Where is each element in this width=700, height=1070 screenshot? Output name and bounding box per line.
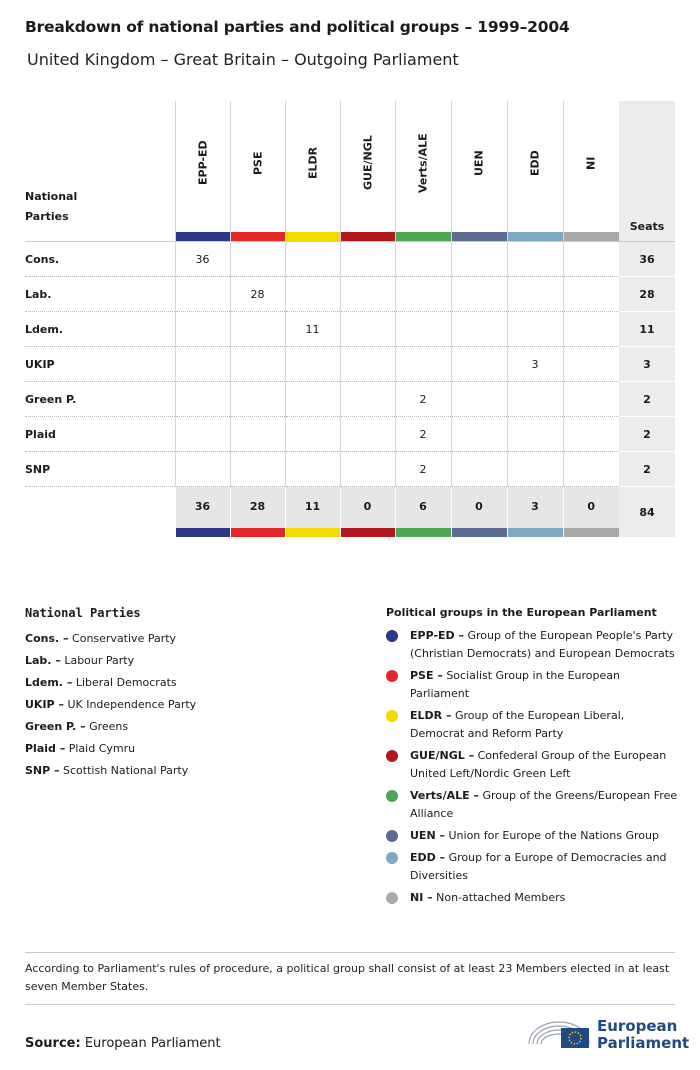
group-color-dot-icon — [386, 750, 398, 762]
national-party-item — [25, 672, 345, 694]
political-group-item — [386, 667, 678, 703]
seat-count-cell — [563, 417, 619, 452]
political-group-item — [386, 889, 678, 907]
party-name-cell: Plaid — [25, 417, 175, 452]
group-full-name: Union for Europe of the Nations Group — [448, 829, 659, 842]
group-column-header — [340, 101, 395, 242]
footnote: According to Parliament's rules of procedure, a political group shall consist of at least 23 Members elected in at least seven Member States. — [25, 962, 670, 993]
logo-line-2: Parliament — [597, 1034, 690, 1052]
seat-count-cell — [230, 417, 285, 452]
seat-count-cell — [230, 452, 285, 487]
group-color-dot-icon — [386, 790, 398, 802]
divider — [25, 1004, 675, 1005]
seat-count-cell — [340, 242, 395, 277]
group-color-dot-icon — [386, 670, 398, 682]
party-full-name: UK Independence Party — [67, 698, 197, 711]
group-total-cell — [285, 487, 340, 538]
group-code-label: GUE/NGL — [361, 135, 374, 191]
seat-count-cell — [563, 312, 619, 347]
group-color-dot-icon — [386, 892, 398, 904]
group-abbreviation: GUE/NGL – — [410, 749, 475, 762]
group-total-cell — [175, 487, 230, 538]
seat-count-cell — [395, 277, 451, 312]
group-color-bar — [341, 528, 395, 537]
page-title: Breakdown of national parties and political groups – 1999–2004 — [25, 18, 570, 36]
political-groups-heading: Political groups in the European Parliament — [386, 606, 657, 619]
seat-count-cell: 11 — [285, 312, 340, 347]
seat-count-cell — [175, 382, 230, 417]
seat-count-cell — [507, 277, 563, 312]
party-abbreviation: Green P. – — [25, 720, 86, 733]
group-color-dot-icon — [386, 630, 398, 642]
political-group-item — [386, 827, 678, 845]
group-column-header — [507, 101, 563, 242]
group-total-value: 11 — [304, 500, 321, 513]
totals-row — [25, 487, 675, 538]
party-name-cell: Lab. — [25, 277, 175, 312]
group-color-bar — [231, 528, 285, 537]
seat-count-cell — [285, 417, 340, 452]
source-label: Source: — [25, 1036, 81, 1051]
group-code-label: ELDR — [306, 146, 319, 180]
row-seats-total-cell: 3 — [619, 347, 675, 382]
seat-count-cell — [507, 312, 563, 347]
group-color-bar — [286, 232, 340, 241]
seat-count-cell — [340, 417, 395, 452]
political-group-item — [386, 849, 678, 885]
group-total-cell — [395, 487, 451, 538]
parties-column-header: National Parties — [25, 190, 78, 223]
group-column-header — [175, 101, 230, 242]
group-color-bar — [508, 528, 563, 537]
group-full-name: Group of the European Liberal, Democrat and Reform Party — [410, 709, 625, 740]
national-party-item — [25, 694, 345, 716]
seat-count-cell — [451, 277, 507, 312]
seat-breakdown-table — [25, 101, 675, 537]
seat-count-cell — [563, 242, 619, 277]
totals-row-spacer — [25, 487, 175, 538]
seat-count-cell — [175, 417, 230, 452]
group-abbreviation: EDD – — [410, 851, 446, 864]
group-total-value: 0 — [587, 500, 596, 513]
party-name-cell: Cons. — [25, 242, 175, 277]
table-row — [25, 347, 675, 382]
group-full-name: Socialist Group in the European Parliament — [410, 669, 620, 700]
political-groups-legend — [386, 606, 678, 911]
national-party-item — [25, 738, 345, 760]
group-total-cell — [451, 487, 507, 538]
seat-count-cell — [230, 242, 285, 277]
seats-column-header: Seats — [619, 101, 675, 242]
group-color-bar — [176, 232, 230, 241]
group-column-header — [230, 101, 285, 242]
seat-count-cell — [230, 312, 285, 347]
european-parliament-logo — [527, 1014, 690, 1054]
seat-count-cell — [175, 347, 230, 382]
party-abbreviation: UKIP – — [25, 698, 64, 711]
group-full-name: Non-attached Members — [436, 891, 566, 904]
national-party-item — [25, 628, 345, 650]
seat-count-cell — [395, 312, 451, 347]
seat-count-cell — [285, 347, 340, 382]
party-abbreviation: SNP – — [25, 764, 60, 777]
row-seats-total-cell: 2 — [619, 382, 675, 417]
national-party-item — [25, 650, 345, 672]
group-total-cell — [563, 487, 619, 538]
group-full-name: Group of the European People's Party (Christian Democrats) and European Democrats — [410, 629, 675, 660]
group-total-value: 0 — [363, 500, 372, 513]
group-column-header — [285, 101, 340, 242]
seat-count-cell — [340, 452, 395, 487]
group-abbreviation: ELDR – — [410, 709, 452, 722]
seat-count-cell — [563, 452, 619, 487]
seat-count-cell: 28 — [230, 277, 285, 312]
group-code-label: PSE — [251, 151, 264, 175]
group-color-bar — [396, 528, 451, 537]
party-full-name: Labour Party — [64, 654, 135, 667]
source-value: European Parliament — [84, 1036, 221, 1051]
parliament-hemicycle-icon — [527, 1014, 591, 1050]
national-parties-heading: National Parties — [25, 606, 141, 620]
row-seats-total-cell: 2 — [619, 452, 675, 487]
party-full-name: Plaid Cymru — [68, 742, 136, 755]
seat-count-cell — [451, 452, 507, 487]
seat-count-cell — [507, 242, 563, 277]
seat-count-cell — [340, 382, 395, 417]
party-name-cell: Green P. — [25, 382, 175, 417]
row-seats-total-cell: 11 — [619, 312, 675, 347]
seat-count-cell: 3 — [507, 347, 563, 382]
group-total-value: 3 — [531, 500, 539, 513]
group-full-name: Group of the Greens/European Free Alliance — [410, 789, 678, 820]
national-parties-legend — [25, 606, 345, 782]
seat-count-cell — [563, 347, 619, 382]
divider — [25, 952, 675, 953]
seat-count-cell — [451, 312, 507, 347]
row-seats-total-cell: 28 — [619, 277, 675, 312]
seat-count-cell — [175, 277, 230, 312]
group-color-dot-icon — [386, 710, 398, 722]
group-full-name: Group for a Europe of Democracies and Diversities — [410, 851, 667, 882]
party-abbreviation: Cons. – — [25, 632, 69, 645]
group-total-value: 36 — [194, 500, 211, 513]
total-seats-cell: 84 — [619, 487, 675, 538]
group-code-label: Verts/ALE — [416, 133, 430, 193]
group-abbreviation: UEN – — [410, 829, 445, 842]
group-abbreviation: Verts/ALE – — [410, 789, 479, 802]
seat-count-cell — [507, 452, 563, 487]
group-color-bar — [286, 528, 340, 537]
table-row — [25, 417, 675, 452]
group-color-bar — [231, 232, 285, 241]
seat-count-cell — [285, 242, 340, 277]
seat-count-cell — [175, 312, 230, 347]
party-full-name: Conservative Party — [72, 632, 177, 645]
party-abbreviation: Ldem. – — [25, 676, 73, 689]
national-party-item — [25, 716, 345, 738]
table-row — [25, 452, 675, 487]
seat-count-cell — [395, 347, 451, 382]
group-code-label: EDD — [528, 150, 542, 176]
group-color-bar — [452, 528, 507, 537]
seat-count-cell — [230, 382, 285, 417]
seat-count-cell — [563, 382, 619, 417]
party-full-name: Greens — [89, 720, 129, 733]
group-abbreviation: PSE – — [410, 669, 443, 682]
table-row — [25, 277, 675, 312]
table-row — [25, 382, 675, 417]
row-seats-total-cell: 36 — [619, 242, 675, 277]
table-row — [25, 312, 675, 347]
group-abbreviation: NI – — [410, 891, 433, 904]
seat-count-cell — [285, 382, 340, 417]
political-group-item — [386, 787, 678, 823]
group-color-bar — [564, 528, 620, 537]
seat-count-cell — [230, 347, 285, 382]
logo-line-1: European — [597, 1017, 678, 1035]
seat-count-cell — [451, 417, 507, 452]
seat-count-cell: 36 — [175, 242, 230, 277]
party-abbreviation: Lab. – — [25, 654, 61, 667]
seat-count-cell — [507, 382, 563, 417]
seat-count-cell: 2 — [395, 382, 451, 417]
row-seats-total-cell: 2 — [619, 417, 675, 452]
seat-count-cell — [340, 277, 395, 312]
political-group-item — [386, 627, 678, 663]
group-color-dot-icon — [386, 852, 398, 864]
group-color-bar — [396, 232, 451, 241]
party-name-cell: SNP — [25, 452, 175, 487]
group-column-header — [563, 101, 619, 242]
seat-count-cell: 2 — [395, 417, 451, 452]
group-total-cell — [230, 487, 285, 538]
seat-count-cell — [395, 242, 451, 277]
political-group-item — [386, 747, 678, 783]
group-total-value: 6 — [419, 500, 427, 513]
source-line — [25, 1036, 221, 1051]
party-full-name: Liberal Democrats — [75, 676, 177, 689]
group-color-bar — [176, 528, 230, 537]
group-total-value: 0 — [475, 500, 483, 513]
political-group-item — [386, 707, 678, 743]
national-party-item — [25, 760, 345, 782]
group-color-bar — [564, 232, 620, 241]
group-color-dot-icon — [386, 830, 398, 842]
seat-count-cell — [451, 242, 507, 277]
group-total-cell — [340, 487, 395, 538]
party-abbreviation: Plaid – — [25, 742, 66, 755]
logo-text — [597, 1018, 689, 1052]
seat-count-cell — [285, 277, 340, 312]
seat-count-cell — [451, 347, 507, 382]
seat-count-cell — [507, 417, 563, 452]
group-column-header — [451, 101, 507, 242]
seat-count-cell — [175, 452, 230, 487]
group-code-label: EPP-ED — [196, 140, 209, 186]
seat-count-cell: 2 — [395, 452, 451, 487]
party-name-cell: UKIP — [25, 347, 175, 382]
group-code-label: UEN — [472, 150, 486, 176]
group-full-name: Confederal Group of the European United Left/Nordic Green Left — [410, 749, 667, 780]
group-total-value: 28 — [249, 500, 266, 513]
table-row — [25, 242, 675, 277]
seat-count-cell — [340, 312, 395, 347]
group-color-bar — [452, 232, 507, 241]
seat-count-cell — [563, 277, 619, 312]
seat-count-cell — [451, 382, 507, 417]
page-subtitle: United Kingdom – Great Britain – Outgoing Parliament — [27, 50, 459, 69]
party-full-name: Scottish National Party — [63, 764, 189, 777]
party-name-cell: Ldem. — [25, 312, 175, 347]
group-abbreviation: EPP-ED – — [410, 629, 464, 642]
group-column-header — [395, 101, 451, 242]
seat-count-cell — [285, 452, 340, 487]
group-total-cell — [507, 487, 563, 538]
group-color-bar — [508, 232, 563, 241]
seat-count-cell — [340, 347, 395, 382]
group-code-label: NI — [584, 156, 598, 170]
group-color-bar — [341, 232, 395, 241]
